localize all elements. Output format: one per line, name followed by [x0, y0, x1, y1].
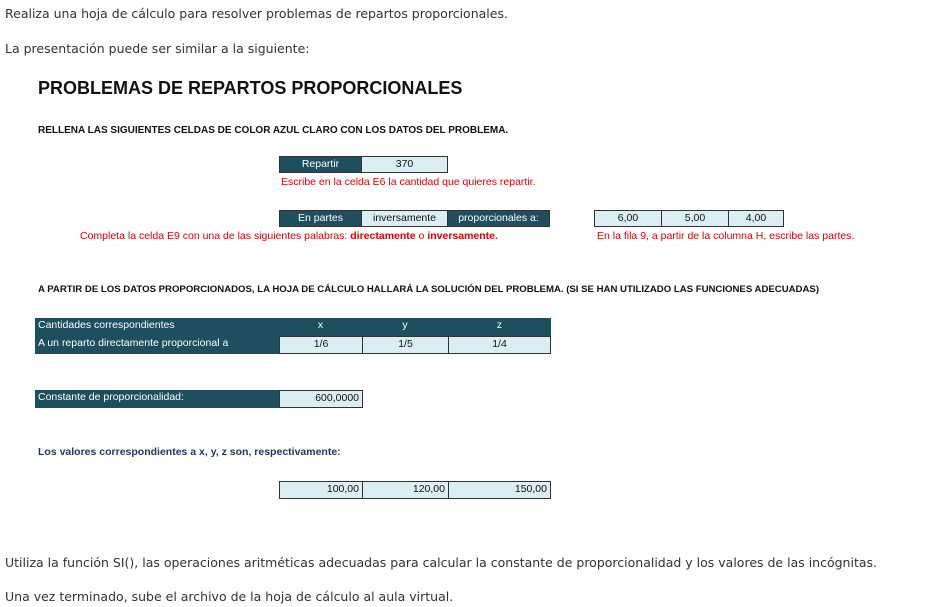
fraction-cell-y: 1/5 [362, 336, 449, 354]
table-var-y: y [362, 318, 448, 336]
table-row2-label: A un reparto directamente proporcional a [35, 336, 279, 354]
en-partes-label: En partes [279, 210, 362, 227]
proporcionales-label: proporcionales a: [447, 210, 550, 227]
valor-y: 120,00 [362, 481, 449, 499]
fraction-cell-x: 1/6 [279, 336, 363, 354]
sheet-title: PROBLEMAS DE REPARTOS PROPORCIONALES [38, 78, 463, 98]
table-var-z: z [448, 318, 551, 336]
repartir-label: Repartir [279, 156, 362, 173]
table-var-x: x [279, 318, 362, 336]
hint-e9-word-1: directamente [350, 230, 416, 242]
outro-line-1: Utiliza la función SI(), las operaciones aritméticas adecuadas para calcular la constante de proporcionalidad y los valores de las incógnitas. [5, 555, 878, 570]
hint-fila9: En la fila 9, a partir de la columna H, escribe las partes. [597, 230, 855, 242]
sheet-instruction: RELLENA LAS SIGUIENTES CELDAS DE COLOR AZUL CLARO CON LOS DATOS DEL PROBLEMA. [38, 125, 509, 136]
parte-cell-1[interactable]: 6,00 [594, 210, 662, 227]
valor-x: 100,00 [279, 481, 363, 499]
intro-line-2: La presentación puede ser similar a la siguiente: [5, 41, 310, 56]
repartir-value-cell[interactable]: 370 [361, 156, 448, 173]
intro-line-1: Realiza una hoja de cálculo para resolver problemas de repartos proporcionales. [5, 6, 508, 21]
table-row1-label: Cantidades correspondientes [35, 318, 279, 336]
hint-e9-mid: o [415, 230, 428, 242]
valores-label: Los valores correspondientes a x, y, z son, respectivamente: [38, 446, 341, 458]
hint-e9-prefix: Completa la celda E9 con una de las siguientes palabras: [80, 230, 351, 242]
en-partes-value-cell[interactable]: inversamente [361, 210, 448, 227]
valor-z: 150,00 [448, 481, 551, 499]
outro-line-2: Una vez terminado, sube el archivo de la hoja de cálculo al aula virtual. [5, 589, 454, 604]
hint-e9-word-2: inversamente. [427, 230, 498, 242]
repartir-hint: Escribe en la celda E6 la cantidad que quieres repartir. [281, 176, 536, 188]
solution-header: A PARTIR DE LOS DATOS PROPORCIONADOS, LA HOJA DE CÁLCULO HALLARÁ LA SOLUCIÓN DEL PROBLEMA. (SI SE HAN UTILIZADO LAS FUNCIONES ADECUADAS) [38, 284, 820, 295]
constante-label: Constante de proporcionalidad: [35, 390, 279, 408]
fraction-cell-z: 1/4 [448, 336, 551, 354]
hint-e9 [80, 230, 498, 242]
constante-value: 600,0000 [279, 390, 363, 408]
parte-cell-3[interactable]: 4,00 [728, 210, 784, 227]
parte-cell-2[interactable]: 5,00 [661, 210, 729, 227]
